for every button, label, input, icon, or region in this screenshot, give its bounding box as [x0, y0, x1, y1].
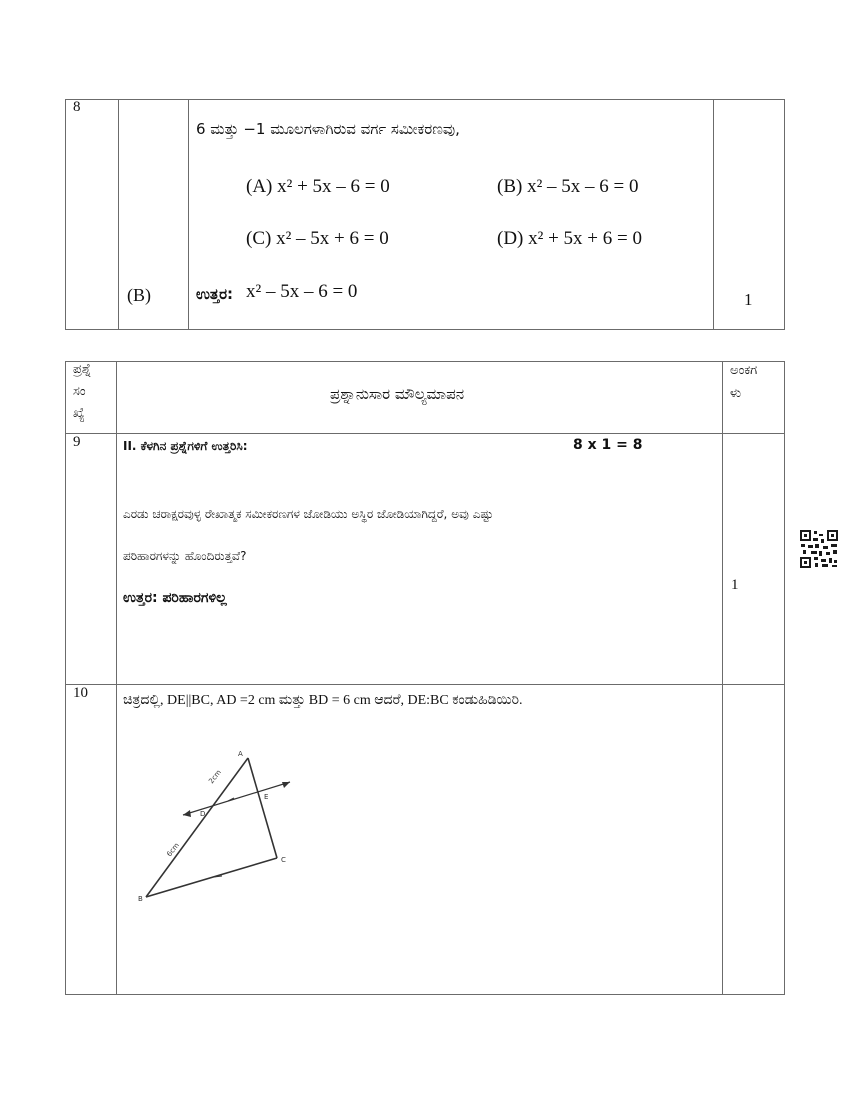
answer-value: x² – 5x – 6 = 0 [246, 281, 358, 302]
q9-question-line2: ಪರಿಹಾರಗಳನ್ನು ಹೊಂದಿರುತ್ತವೆ? [123, 549, 247, 563]
q9-answer: ಉತ್ತರ: ಪರಿಹಾರಗಳಿಲ್ಲ [123, 590, 227, 606]
option-c: (C) x² – 5x + 6 = 0 [246, 228, 389, 249]
arrowhead-right [282, 782, 290, 788]
q9-number: 9 [73, 434, 81, 450]
label-d: D [200, 810, 206, 818]
q9-marks: 1 [731, 577, 739, 593]
q9-section-marks: 8 x 1 = 8 [573, 437, 643, 453]
q10-question: ಚಿತ್ರದಲ್ಲಿ, DE||BC, AD =2 cm ಮತ್ತು BD = 6 cm ಆದರೆ, DE:BC ಕಂಡುಹಿಡಿಯಿರಿ. [123, 693, 523, 708]
label-c: C [281, 856, 286, 864]
answer-label: ಉತ್ತರ: [196, 285, 234, 303]
header-qno-line2: ಸಂ [73, 384, 86, 399]
side-ab [146, 758, 248, 897]
label-ad-length: 2cm [207, 768, 223, 786]
option-d: (D) x² + 5x + 6 = 0 [497, 228, 642, 249]
header-qno-line1: ಪ್ರಶ್ನೆ [73, 362, 92, 377]
option-a: (A) x² + 5x – 6 = 0 [246, 176, 390, 197]
triangle-figure [130, 740, 310, 910]
header-qno-line3: ಖ್ಯೆ [73, 406, 85, 421]
q9-section-heading: II. ಕೆಳಗಿನ ಪ್ರಶ್ನೆಗಳಿಗೆ ಉತ್ತರಿಸಿ: [123, 439, 248, 453]
header-evaluation: ಪ್ರಶ್ನಾನುಸಾರ ಮೌಲ್ಯಮಾಪನ [330, 385, 465, 403]
side-ac [248, 758, 277, 858]
label-b: B [138, 895, 143, 903]
label-e: E [264, 793, 269, 801]
option-b: (B) x² – 5x – 6 = 0 [497, 176, 639, 197]
marks: 1 [744, 290, 753, 309]
q10-number: 10 [73, 685, 88, 701]
question-text: 6 ಮತ್ತು −1 ಮೂಲಗಳಾಗಿರುವ ವರ್ಗ ಸಮೀಕರಣವು, [196, 120, 460, 138]
q9-question-line1: ಎರಡು ಚರಾಕ್ಷರವುಳ್ಳ ರೇಖಾತ್ಮಕ ಸಮೀಕರಣಗಳ ಜೋಡಿಯು ಅಸ್ಥಿರ ಜೋಡಿಯಾಗಿದ್ದರೆ, ಅವು ಎಷ್ಟು [123, 507, 494, 521]
label-bd-length: 6cm [165, 841, 181, 859]
answer-key: (B) [127, 285, 151, 305]
header-marks-line1: ಅಂಕಗ [730, 363, 758, 378]
arrowhead-left [183, 810, 191, 817]
qr-code-icon[interactable] [799, 529, 839, 569]
question-number: 8 [73, 99, 81, 115]
header-marks-line2: ಳು [730, 386, 742, 401]
label-a: A [238, 750, 243, 758]
side-bc [146, 858, 277, 897]
